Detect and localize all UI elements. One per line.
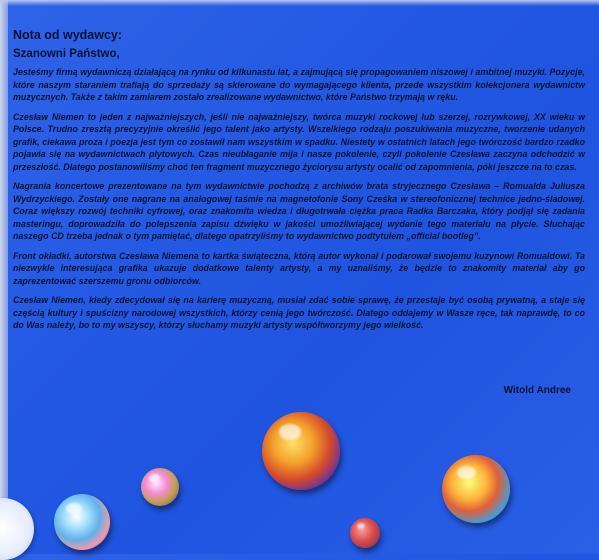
marble-image xyxy=(442,455,510,523)
paragraph-intro: Jesteśmy firmą wydawniczą działającą na rynku od kilkunastu lat, a zajmującą się propagowaniem niszowej i ambitnej muzyki. Pozycje, które naszym staraniem trafiają do sprzedaży są skierowane do wymagającego klienta, przede wszystkim kolekcjonera wydawnictw muzycznych. Także z takim zamiarem zostało zrealizowane wydawnictwo, które Państwo trzymają w ręku. xyxy=(13,67,585,102)
paragraph-recordings: Nagrania koncertowe prezentowane na tym wydawnictwie pochodzą z archiwów brata stryjecznego Czesława – Romualda Juliusza Wydrzyckiego. Zostały one nagrane na analogowej taśmie na magnetofonie Sony Cześka w stereofonicznej technice jedno-śladowej. Coraz większy rozwój techniki cyfrowej, oraz znakomita wiedza i długotrwała ciężka praca Radka Barczaka, który podjął się zadania masteringu, doprowadziła do polepszenia zapisu dźwięku w jakości umożliwiającej wydanie tego materiału na płycie. Słuchając naszego CD trzeba jednak o tym pamiętać, dlatego opatrzyliśmy to wydawnictwo podtytułem „official bootleg”. xyxy=(13,181,585,241)
marble-image xyxy=(54,494,110,550)
disc-image xyxy=(0,498,34,560)
paragraph-legacy: Czesław Niemen, kiedy zdecydował się na karierę muzyczną, musiał zdać sobie sprawę, że przestaje być osobą prywatną, a staje się częścią kultury i spuścizny narodowej wszystkich, którzy cenią jego twórczość. Dlatego oddajemy w Wasze ręce, tak naprawdę, to co do Was należy, bo to my wszyscy, którzy słuchamy muzyki artysty współtworzymy jego wielkość. xyxy=(13,295,585,330)
note-title: Nota od wydawcy: xyxy=(13,28,123,42)
page-edge xyxy=(0,0,8,554)
signature: Witold Andree xyxy=(503,385,571,396)
publisher-note xyxy=(13,28,585,339)
marble-image xyxy=(262,412,340,490)
marble-image xyxy=(141,468,179,506)
paragraph-cover: Front okładki, autorstwa Czesława Niemena to kartka świąteczna, którą autor wykonał i podarował swojemu kuzynowi Romualdowi. Ta niezwykle interesująca grafika ukazuje dodatkowe talenty artysty, a my uznaliśmy, że będzie to znakomity materiał aby go zaprezentować szerszemu gronu odbiorców. xyxy=(13,250,585,286)
page-top-edge xyxy=(0,0,599,6)
greeting: Szanowni Państwo, xyxy=(13,48,120,60)
paragraph-niemen: Czesław Niemen to jeden z najważniejszych, jeśli nie najważniejszy, twórca muzyki rockowej lub szerzej, rozrywkowej, XX wieku w Polsce. Trudno zresztą precyzyjnie określić jego talent jako artysty. Wszelkiego rodzaju poszukiwania muzyczne, tworzenie udanych grafik, ciekawa proza i poezja jest tym co zostawił nam wszystkim w spadku. Niestety w ostatnich latach jego twórczość bardzo rzadko pojawia się na wydawnictwach płytowych. Czas nieubłaganie mija i nasze pokolenie, czyli pokolenie Czesława zaczyna odchodzić w przeszłość. Dlatego postanowiliśmy choć ten fragment muzycznego życiorysu artysty ocalić od zapomnienia, póki jeszcze na to czas. xyxy=(13,111,585,172)
marble-image xyxy=(350,518,380,548)
